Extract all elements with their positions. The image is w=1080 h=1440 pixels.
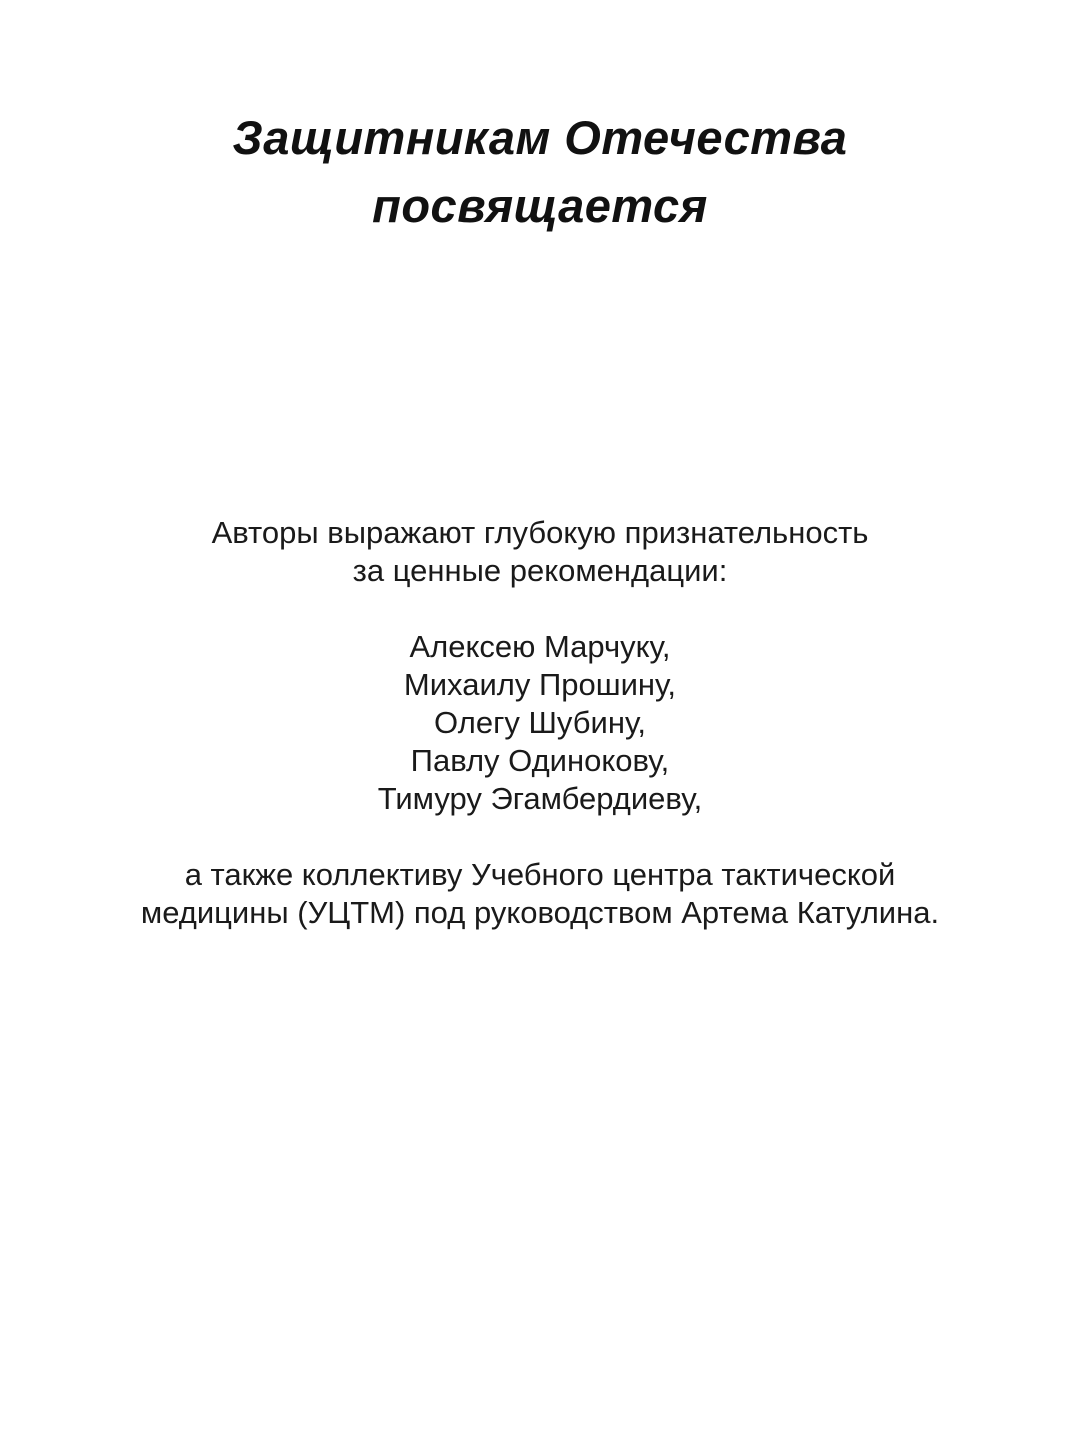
acknowledgement-intro-line-1: Авторы выражают глубокую признательность	[211, 515, 869, 550]
dedication-heading	[0, 104, 1080, 240]
paragraph-spacer	[0, 590, 1080, 628]
acknowledgement-intro-line-2: за ценные рекомендации:	[352, 553, 728, 588]
acknowledged-name: Михаилу Прошину,	[403, 667, 677, 702]
dedication-line-1: Защитникам Отечества	[232, 111, 848, 164]
acknowledged-name: Олегу Шубину,	[434, 705, 646, 740]
paragraph-spacer	[0, 818, 1080, 856]
acknowledged-name: Павлу Одинокову,	[410, 743, 670, 778]
acknowledgement-closing-line-2: медицины (УЦТМ) под руководством Артема Катулина.	[140, 895, 940, 930]
dedication-line-2: посвящается	[372, 179, 708, 232]
acknowledgement-block	[0, 514, 1080, 932]
acknowledged-name: Алексею Марчуку,	[409, 629, 671, 664]
acknowledgement-closing-line-1: а также коллективу Учебного центра тактической	[184, 857, 896, 892]
acknowledged-name: Тимуру Эгамбердиеву,	[377, 781, 703, 816]
